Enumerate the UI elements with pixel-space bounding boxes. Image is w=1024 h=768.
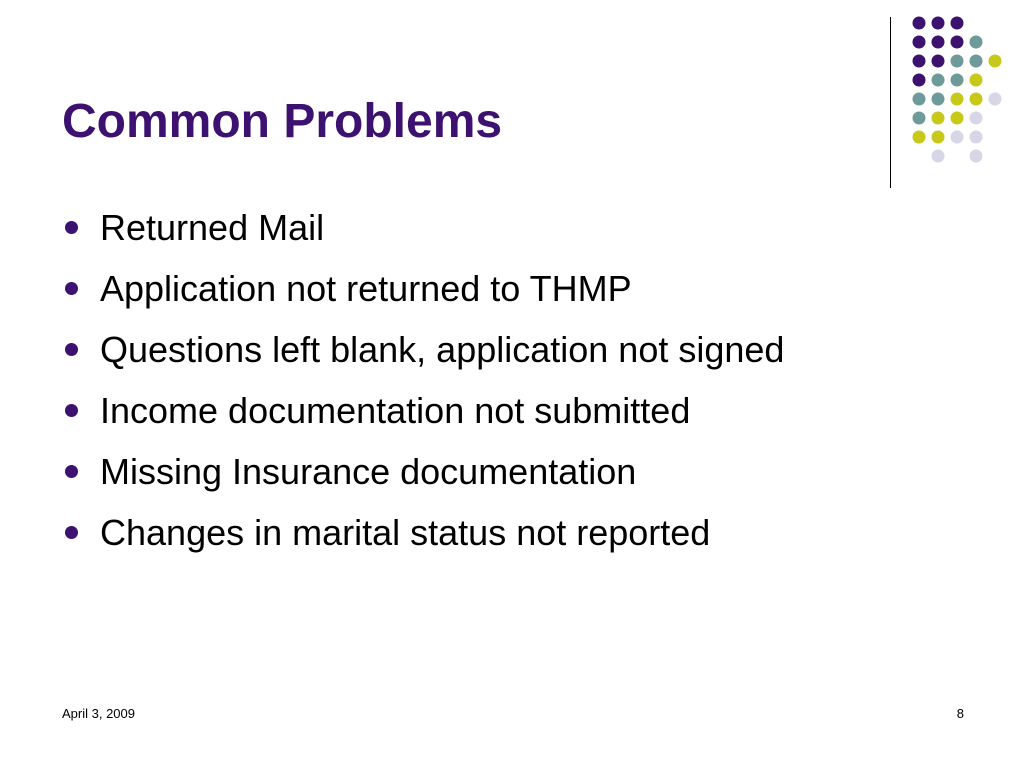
dot-teal — [951, 74, 964, 87]
bullet-item — [62, 441, 784, 502]
dot-lavender — [989, 93, 1002, 106]
dot-lavender — [951, 131, 964, 144]
dot-purple — [913, 55, 926, 68]
bullet-marker-icon — [65, 221, 78, 234]
dot-chartreuse — [951, 112, 964, 125]
bullet-item — [62, 319, 784, 380]
dot-chartreuse — [970, 74, 983, 87]
bullet-marker-icon — [65, 343, 78, 356]
bullet-marker-icon — [65, 526, 78, 539]
footer-page-number: 8 — [956, 706, 964, 721]
dot-purple — [913, 17, 926, 30]
bullet-marker-icon — [65, 404, 78, 417]
dot-purple — [913, 36, 926, 49]
dot-chartreuse — [913, 131, 926, 144]
dot-purple — [951, 17, 964, 30]
footer-date: April 3, 2009 — [62, 706, 135, 721]
bullet-item — [62, 258, 784, 319]
dot-chartreuse — [951, 93, 964, 106]
dot-chartreuse — [970, 93, 983, 106]
bullet-item — [62, 380, 784, 441]
bullet-text: Changes in marital status not reported — [100, 512, 711, 553]
bullet-item — [62, 502, 784, 563]
dot-chartreuse — [932, 112, 945, 125]
bullet-marker-icon — [65, 465, 78, 478]
bullet-text: Missing Insurance documentation — [100, 451, 637, 492]
dot-teal — [932, 93, 945, 106]
dot-teal — [951, 55, 964, 68]
slide-title: Common Problems — [62, 95, 503, 148]
dot-lavender — [970, 150, 983, 163]
dot-purple — [951, 36, 964, 49]
dot-teal — [932, 74, 945, 87]
dot-teal — [913, 112, 926, 125]
dot-chartreuse — [989, 55, 1002, 68]
dot-teal — [913, 93, 926, 106]
bullet-item — [62, 197, 784, 258]
dot-purple — [932, 17, 945, 30]
dot-teal — [970, 55, 983, 68]
bullet-text: Returned Mail — [100, 207, 325, 248]
bullet-list — [62, 197, 784, 563]
dot-chartreuse — [932, 131, 945, 144]
dot-lavender — [970, 112, 983, 125]
bullet-marker-icon — [65, 282, 78, 295]
dot-purple — [913, 74, 926, 87]
bullet-text: Application not returned to THMP — [100, 268, 632, 309]
dot-purple — [932, 36, 945, 49]
bullet-text: Questions left blank, application not signed — [100, 329, 785, 370]
bullet-text: Income documentation not submitted — [100, 390, 691, 431]
decorative-dot-grid — [0, 0, 1024, 200]
dot-lavender — [932, 150, 945, 163]
dot-teal — [970, 36, 983, 49]
dot-lavender — [970, 131, 983, 144]
dot-purple — [932, 55, 945, 68]
